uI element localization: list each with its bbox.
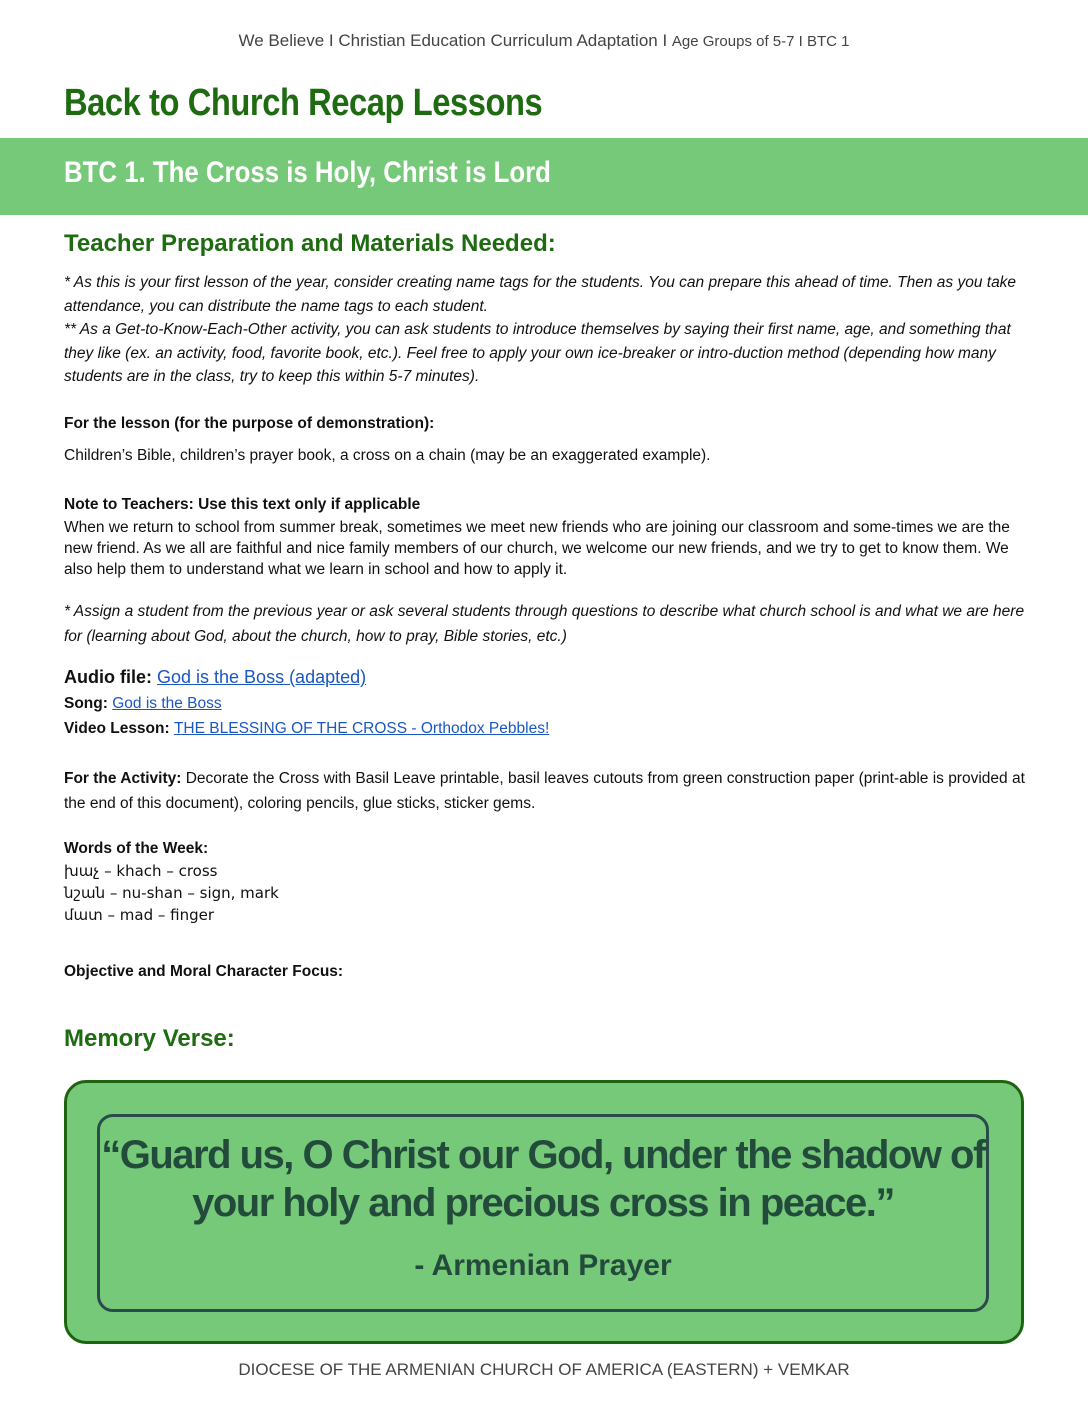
word-item: նշան – nu-shan – sign, mark: [64, 884, 279, 902]
lesson-heading: For the lesson (for the purpose of demonstration):: [64, 415, 435, 432]
video-line: [64, 717, 1029, 741]
video-label: Video Lesson:: [64, 720, 174, 737]
word-item: խաչ – khach – cross: [64, 862, 218, 880]
running-header-small: Age Groups of 5-7 I BTC 1: [671, 33, 850, 50]
memory-verse-quote: “Guard us, O Christ our God, under the shadow of your holy and precious cross in peace.”: [101, 1133, 985, 1225]
prep-note-2: ** As a Get-to-Know-Each-Other activity, you can ask students to introduce themselves by saying their first name, age, and something that they like (ex. an activity, food, favorite book, etc.). Feel free to apply your own ice-breaker or intro-duction method (depending how many students are in the class, try to keep this within 5-7 minutes).: [64, 321, 1011, 385]
song-link[interactable]: God is the Boss: [112, 695, 222, 712]
activity: [64, 766, 1029, 816]
song-line: [64, 692, 1029, 716]
audio-line: [64, 666, 1029, 690]
memory-verse-box: [64, 1080, 1024, 1344]
audio-label: Audio file:: [64, 667, 157, 687]
lesson-title: BTC 1. The Cross is Holy, Christ is Lord: [64, 156, 551, 189]
video-link[interactable]: THE BLESSING OF THE CROSS - Orthodox Pebbles!: [173, 720, 550, 737]
memory-verse-attribution: - Armenian Prayer: [414, 1249, 672, 1282]
words-heading: Words of the Week:: [64, 840, 209, 857]
words-list: [64, 860, 1029, 926]
footer: DIOCESE OF THE ARMENIAN CHURCH OF AMERICA (EASTERN) + VEMKAR: [238, 1360, 850, 1379]
memory-verse-heading: Memory Verse:: [64, 1025, 235, 1052]
word-item: մատ – mad – finger: [64, 906, 214, 924]
song-label: Song:: [64, 695, 113, 712]
lesson-banner: [0, 138, 1088, 215]
objective-heading: Objective and Moral Character Focus:: [64, 963, 344, 980]
memory-verse-inner: [97, 1114, 989, 1312]
running-header: [0, 31, 1088, 51]
lesson-materials: Children’s Bible, children’s prayer book, a cross on a chain (may be an exaggerated example).: [64, 447, 711, 464]
note-teachers-text: When we return to school from summer break, sometimes we meet new friends who are joining our classroom and some-times we are the new friend. As we all are faithful and nice family members of our church, we welcome our new friends, and we try to get to know them. We also help them to understand what we learn in school and how to apply it.: [64, 519, 1010, 578]
prep-heading: Teacher Preparation and Materials Needed:: [64, 230, 556, 257]
audio-link[interactable]: God is the Boss (adapted): [157, 667, 367, 687]
note-teachers-heading: Note to Teachers: Use this text only if applicable: [64, 496, 421, 513]
activity-text: Decorate the Cross with Basil Leave printable, basil leaves cutouts from green construction paper (print-able is provided at the end of this document), coloring pencils, glue sticks, sticker gems.: [64, 770, 1025, 812]
page-title: Back to Church Recap Lessons: [64, 82, 543, 124]
activity-label: For the Activity:: [64, 770, 182, 787]
assign-note: * Assign a student from the previous year or ask several students through questions to describe what church school is and what we are here for (learning about God, about the church, how to pray, Bible stories, etc.): [64, 603, 1025, 645]
prep-note-1: * As this is your first lesson of the year, consider creating name tags for the students. You can prepare this ahead of time. Then as you take attendance, you can distribute the name tags to each student.: [64, 274, 1017, 315]
running-header-main: We Believe I Christian Education Curriculum Adaptation I: [238, 31, 672, 50]
